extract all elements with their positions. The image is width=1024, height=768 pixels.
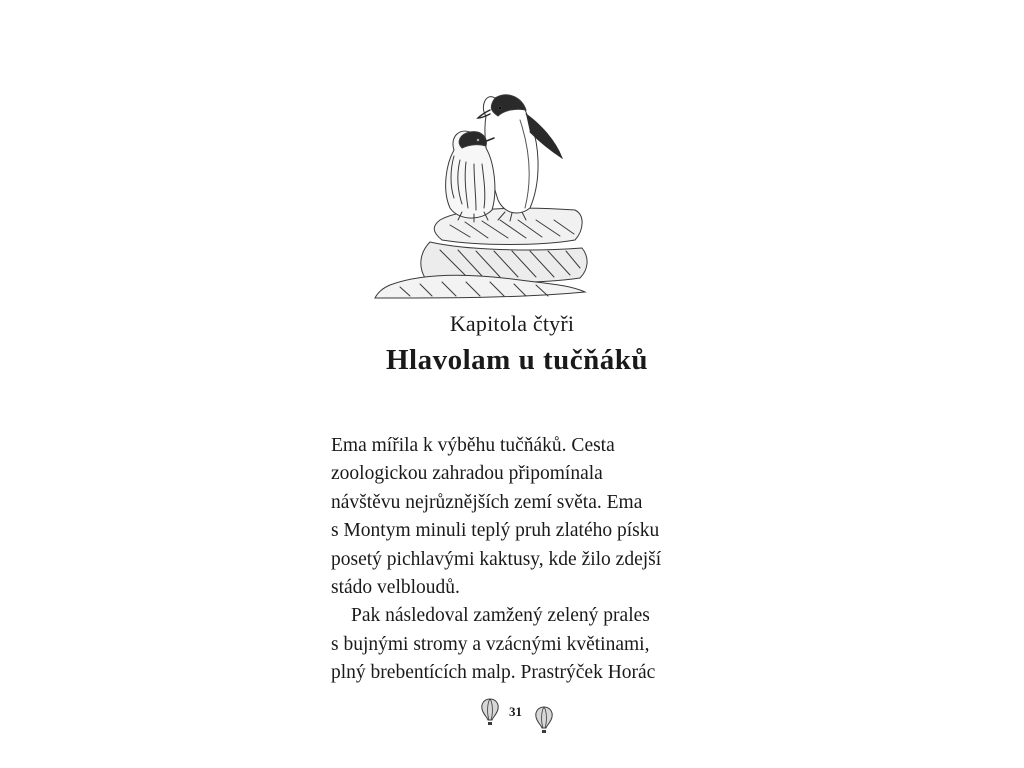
body-line: posetý pichlavými kaktusy, kde žilo zdejší bbox=[331, 548, 662, 570]
body-line: Ema mířila k výběhu tučňáků. Cesta bbox=[331, 435, 615, 456]
body-line: s bujnými stromy a vzácnými květinami, bbox=[331, 633, 650, 655]
penguins-illustration bbox=[370, 80, 590, 302]
body-text bbox=[331, 432, 751, 688]
page-number: 31 bbox=[509, 704, 522, 719]
body-line: stádo velbloudů. bbox=[331, 577, 460, 599]
body-line: s Montym minuli teplý pruh zlatého písku bbox=[331, 520, 660, 542]
body-line: návštěvu nejrůznějších zemí světa. Ema bbox=[331, 491, 643, 513]
body-line: zoologickou zahradou připomínala bbox=[331, 463, 603, 485]
page-folio bbox=[480, 696, 560, 736]
body-line: Pak následoval zamžený zelený prales bbox=[351, 605, 650, 627]
hot-air-balloon-icon bbox=[480, 698, 500, 726]
chapter-label: Kapitola čtyři bbox=[449, 311, 575, 336]
body-line: plný brebentících malp. Prastrýček Horác bbox=[331, 662, 656, 684]
hot-air-balloon-icon bbox=[534, 706, 554, 734]
chapter-title: Hlavolam u tučňáků bbox=[386, 344, 648, 376]
